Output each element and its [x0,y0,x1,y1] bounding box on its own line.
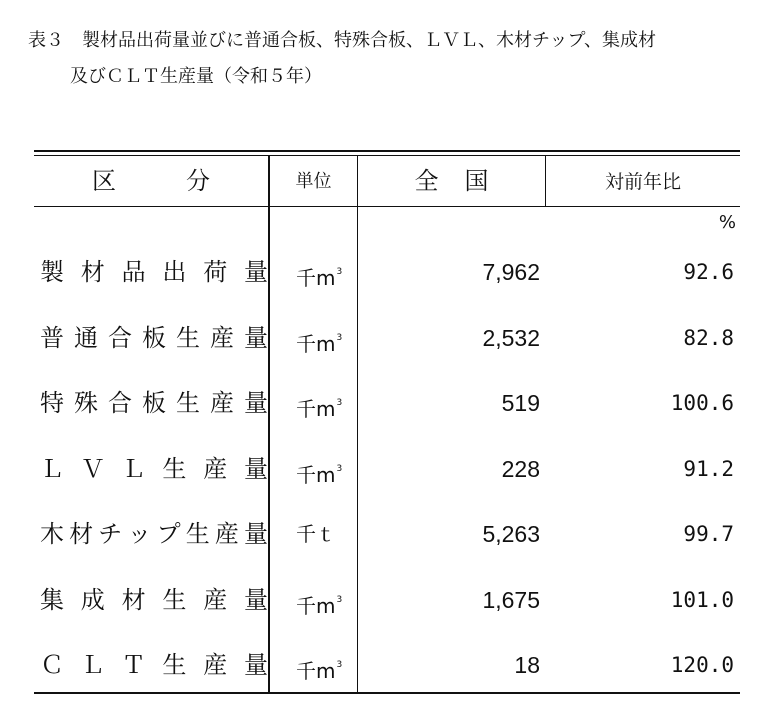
row-label-char: 産 [214,520,239,548]
row-national-value: 5,263 [482,521,540,547]
table-bottom-rule [34,692,740,694]
table-row [34,449,740,489]
header-national: 全国 [414,167,515,195]
row-unit-text: 千m [296,266,336,290]
row-label-char: Ｌ [121,454,146,483]
row-label-char: 製 [40,258,64,286]
row-unit-superscript: 3 [336,332,343,343]
row-label-char: 量 [244,323,268,352]
header-category [34,166,268,196]
table-row [34,645,740,685]
row-label-char: Ｃ [40,651,64,679]
row-label [40,323,268,353]
row-label-char: 集 [40,585,64,614]
ratio-unit-label: % [718,212,736,233]
table-top-rule [34,150,740,152]
table-title-line-2: 及びＣＬＴ生産量（令和５年） [70,66,322,87]
row-unit-superscript: 3 [336,398,343,408]
table-top-rule-inner [34,155,740,156]
row-label [40,388,268,418]
row-label-char: 荷 [203,258,228,286]
row-unit [296,455,342,489]
row-yoy-ratio: 99.7 [683,522,734,546]
table-title-line-1: 表３ 製材品出荷量並びに普通合板、特殊合板、ＬＶＬ、木材チップ、集成材 [28,30,657,51]
row-unit-text: 千m [296,593,336,618]
row-unit [296,258,342,292]
row-label-char: 量 [243,585,268,614]
row-unit-superscript: 3 [336,463,343,474]
table-row [34,580,740,620]
table-row [34,252,740,292]
row-label-char: 出 [162,258,187,286]
row-yoy-ratio: 120.0 [670,653,734,677]
row-unit-text: 千m [296,331,336,356]
row-label-char: 材 [69,520,94,548]
row-national-value: 519 [501,390,540,416]
row-unit [296,324,342,358]
row-label-char: 材 [121,585,146,614]
row-label-char: 生 [162,585,187,614]
row-unit-superscript: 3 [336,660,343,670]
row-label-char: ッ [127,520,152,548]
row-label-char: 産 [203,454,228,483]
row-label-char: 品 [121,258,146,286]
header-yoy-ratio: 対前年比 [604,171,681,193]
row-national-value: 2,532 [482,324,540,351]
row-label-char: プ [156,520,181,548]
row-label [40,454,268,484]
header-category-char-1: 区 [92,167,116,195]
row-label-char: 普 [40,323,64,352]
row-label-char: 材 [80,258,105,286]
row-unit [296,586,342,620]
row-label-char: 産 [203,585,228,614]
row-national-value: 18 [514,652,540,678]
row-label-char: 板 [142,323,166,352]
table-header-rule [34,206,740,207]
row-label-char: 産 [203,651,228,679]
row-label-char: 量 [243,520,268,548]
row-label-char: 特 [40,389,64,417]
row-label-char: 合 [108,389,132,417]
row-label [40,257,268,287]
row-label-char: 生 [162,651,187,679]
row-unit-text: 千ｔ [296,522,336,546]
row-label-char: Ｖ [80,454,105,483]
header-unit: 単位 [295,171,332,192]
row-label-char: Ｔ [121,651,146,679]
row-unit-superscript: 3 [336,594,343,605]
row-label [40,519,268,549]
row-label-char: 量 [244,389,268,417]
row-unit-text: 千m [296,397,336,421]
row-label-char: 産 [210,389,234,417]
row-label-char: 殊 [74,389,98,417]
header-category-char-2: 分 [186,167,210,195]
table-row [34,318,740,358]
row-label-char: 木 [40,520,64,548]
row-label-char: 合 [108,323,132,352]
row-unit-superscript: 3 [336,267,343,277]
table-row [34,383,740,423]
row-yoy-ratio: 91.2 [683,456,734,481]
row-yoy-ratio: 82.8 [683,325,734,350]
row-label-char: 生 [185,520,210,548]
row-label [40,585,268,615]
row-label [40,650,268,680]
row-label-char: 量 [243,454,268,483]
row-label-char: 生 [162,454,187,483]
row-label-char: 通 [74,323,98,352]
row-unit-text: 千m [296,659,336,683]
row-yoy-ratio: 101.0 [670,587,734,612]
row-label-char: 量 [243,258,268,286]
row-unit [296,389,342,423]
row-label-char: 生 [176,389,200,417]
row-unit [296,651,342,685]
row-yoy-ratio: 92.6 [683,260,734,284]
row-label-char: 産 [210,323,234,352]
row-national-value: 228 [501,455,540,482]
row-label-char: 生 [176,323,200,352]
row-label-char: チ [98,520,123,548]
row-label-char: 板 [142,389,166,417]
row-label-char: 成 [80,585,105,614]
row-yoy-ratio: 100.6 [670,391,734,415]
row-label-char: Ｌ [80,651,105,679]
table-row [34,514,740,554]
row-unit [296,520,336,548]
row-national-value: 1,675 [482,586,540,613]
row-label-char: 量 [243,651,268,679]
row-label-char: Ｌ [40,454,64,483]
row-unit-text: 千m [296,462,336,487]
row-national-value: 7,962 [482,259,540,285]
